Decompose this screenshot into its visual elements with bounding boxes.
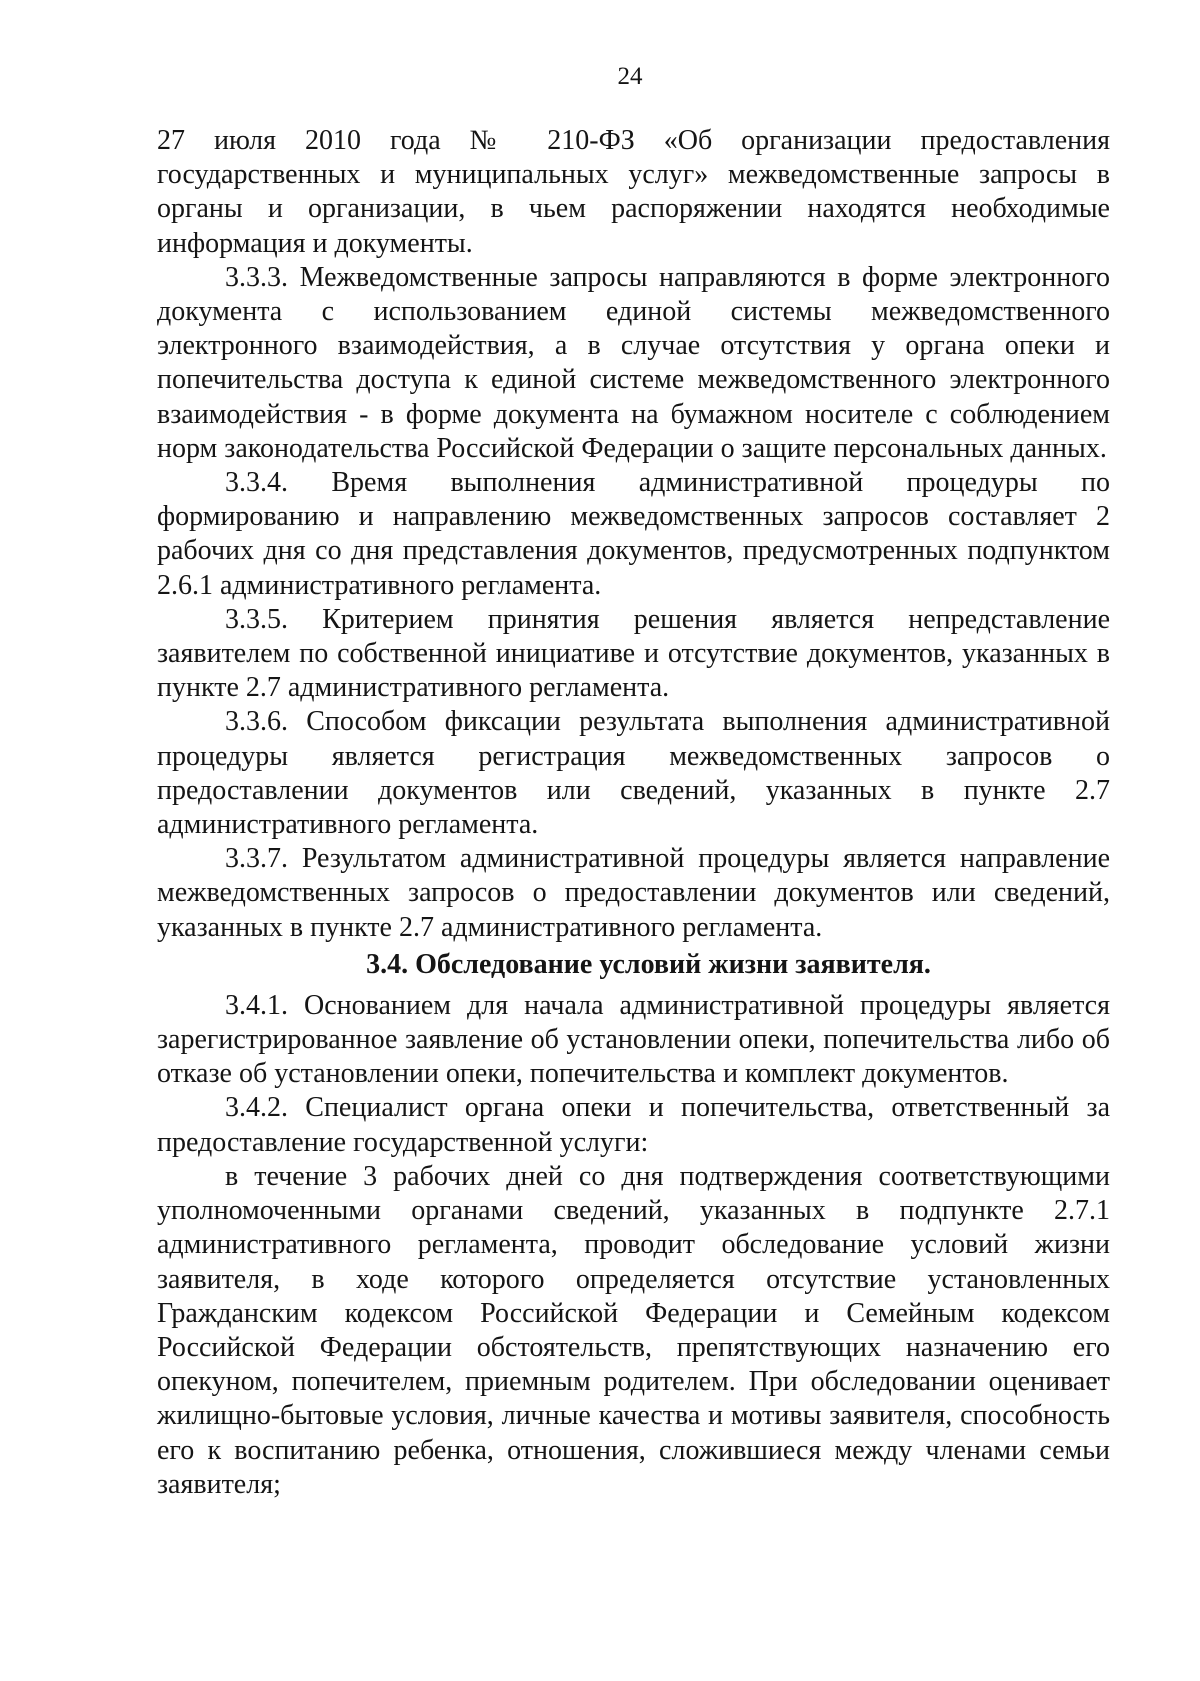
section-heading-3-4: 3.4. Обследование условий жизни заявителя. — [366, 948, 931, 980]
paragraph-3-4-1: 3.4.1. Основанием для начала административной процедуры является зарегистрированное заявление об установлении опеки, попечительства либо об отказе об установлении опеки, попечительства и комплект документов. — [157, 989, 1110, 1090]
document-body — [157, 124, 1110, 1502]
paragraph-3-4-2: 3.4.2. Специалист органа опеки и попечительства, ответственный за предоставление государственной услуги: — [157, 1092, 1110, 1158]
paragraph-3-3-7: 3.3.7. Результатом административной процедуры является направление межведомственных запросов о предоставлении документов или сведений, указанных в пункте 2.7 административного регламента. — [157, 843, 1110, 943]
paragraph-3-3-4: 3.3.4. Время выполнения административной процедуры по формированию и направлению межведомственных запросов составляет 2 рабочих дня со дня представления документов, предусмотренных подпунктом 2.6.1 административного регламента. — [157, 467, 1110, 601]
paragraph-3-3-5: 3.3.5. Критерием принятия решения является непредставление заявителем по собственной инициативе и отсутствие документов, указанных в пункте 2.7 административного регламента. — [157, 603, 1110, 704]
paragraph-3-3-6: 3.3.6. Способом фиксации результата выполнения административной процедуры является регистрация межведомственных запросов о предоставлении документов или сведений, указанных в пункте 2.7 административного регламента. — [157, 706, 1110, 841]
paragraph-intro: 27 июля 2010 года № 210-ФЗ «Об организации предоставления государственных и муниципальных услуг» межведомственные запросы в органы и организации, в чьем распоряжении находятся необходимые информация и документы. — [157, 125, 1110, 259]
paragraph-3-3-3: 3.3.3. Межведомственные запросы направляются в форме электронного документа с использованием единой системы межведомственного электронного взаимодействия, а в случае отсутствия у органа опеки и попечительства доступа к единой системе межведомственного электронного взаимодействия - в форме документа на бумажном носителе с соблюдением норм законодательства Российской Федерации о защите персональных данных. — [157, 261, 1110, 464]
paragraph-3-4-2-item: в течение 3 рабочих дней со дня подтверждения соответствующими уполномоченными органами сведений, указанных в подпункте 2.7.1 административного регламента, проводит обследование условий жизни заявителя, в ходе которого определяется отсутствие установленных Гражданским кодексом Российской Федерации и Семейным кодексом Российской Федерации обстоятельств, препятствующих назначению его опекуном, попечителем, приемным родителем. При обследовании оценивает жилищно-бытовые условия, личные качества и мотивы заявителя, способность его к воспитанию ребенка, отношения, сложившиеся между членами семьи заявителя; — [157, 1160, 1110, 1500]
page-number: 24 — [617, 63, 643, 90]
